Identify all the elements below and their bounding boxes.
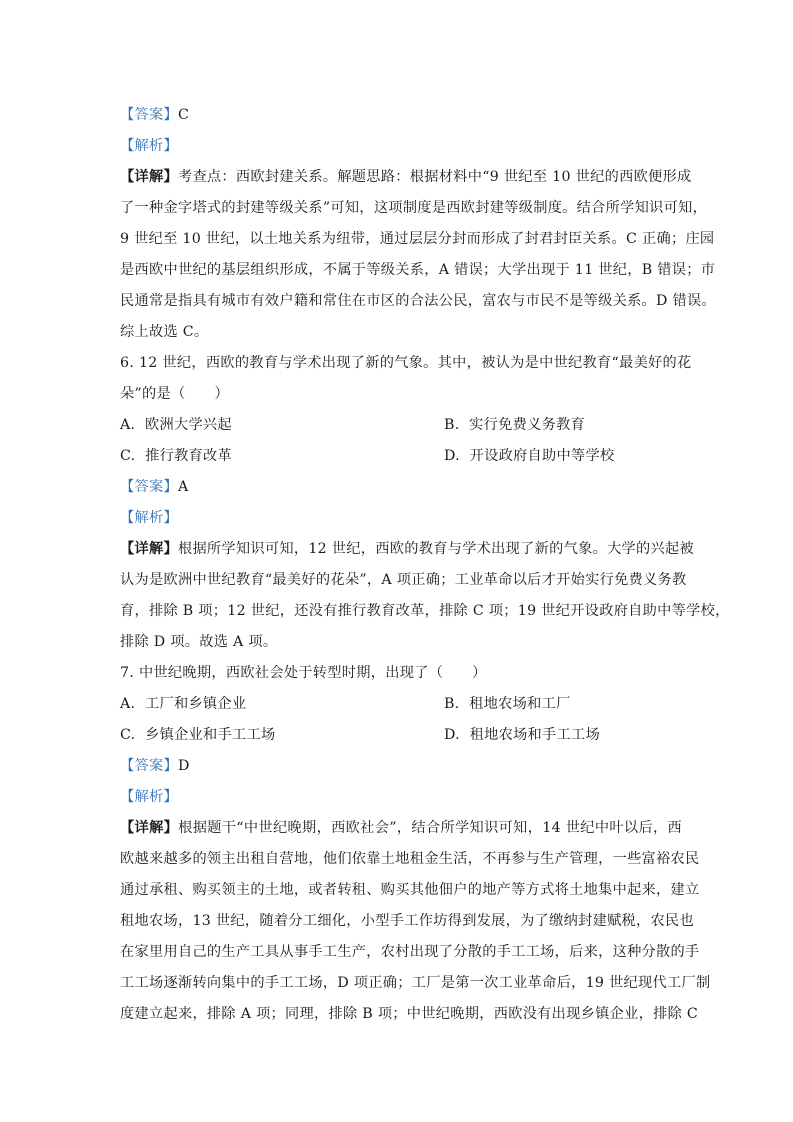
answer-line bbox=[120, 100, 682, 131]
answer-value: A bbox=[177, 479, 189, 495]
option-d: D. 租地农场和手工工场 bbox=[444, 727, 600, 743]
answer-value: D bbox=[177, 758, 190, 774]
options-row bbox=[120, 410, 682, 441]
analysis-label: 【解析】 bbox=[120, 789, 178, 805]
question-stem: 7. 中世纪晚期，西欧社会处于转型时期，出现了（ ） bbox=[120, 665, 487, 681]
option-b: B. 租地农场和工厂 bbox=[444, 696, 571, 712]
option-c: C. 推行教育改革 bbox=[120, 448, 233, 464]
detail-line: 了一种金字塔式的封建等级关系”可知，这项制度是西欧封建等级制度。结合所学知识可知， bbox=[120, 200, 708, 216]
detail-line: 工工场逐渐转向集中的手工工场，D 项正确；工厂是第一次工业革命后，19 世纪现代工厂制 bbox=[120, 975, 711, 991]
detail-line bbox=[120, 813, 682, 844]
answer-line bbox=[120, 751, 682, 782]
detail-text: 考查点：西欧封建关系。解题思路：根据材料中“9 世纪至 10 世纪的西欧便形成 bbox=[177, 169, 692, 185]
answer-line bbox=[120, 472, 682, 503]
detail-line: 是西欧中世纪的基层组织形成，不属于等级关系，A 错误；大学出现于 11 世纪，B 错误；市 bbox=[120, 262, 716, 278]
answer-label: 【答案】 bbox=[120, 479, 178, 495]
detail-line: 在家里用自己的生产工具从事手工生产，农村出现了分散的手工工场，后来，这种分散的手 bbox=[120, 944, 700, 960]
option-d: D. 开设政府自助中等学校 bbox=[444, 448, 615, 464]
detail-line: 综上故选 C。 bbox=[120, 324, 209, 340]
detail-line: 排除 D 项。故选 A 项。 bbox=[120, 634, 278, 650]
document-page bbox=[120, 100, 730, 1030]
detail-label: 【详解】 bbox=[120, 820, 179, 836]
option-c: C. 乡镇企业和手工工场 bbox=[120, 727, 276, 743]
option-a: A. 欧洲大学兴起 bbox=[120, 417, 232, 433]
detail-text: 根据题干“中世纪晚期，西欧社会”，结合所学知识可知，14 世纪中叶以后，西 bbox=[178, 820, 683, 836]
detail-label: 【详解】 bbox=[120, 169, 178, 185]
option-a: A. 工厂和乡镇企业 bbox=[120, 696, 247, 712]
analysis-label: 【解析】 bbox=[120, 510, 178, 526]
analysis-line bbox=[120, 503, 682, 534]
options-row bbox=[120, 689, 682, 720]
answer-label: 【答案】 bbox=[120, 107, 178, 123]
detail-line: 育，排除 B 项；12 世纪，还没有推行教育改革，排除 C 项；19 世纪开设政府自助中等学校， bbox=[120, 603, 730, 619]
question-stem: 朵”的是（ ） bbox=[120, 386, 229, 402]
detail-line: 度建立起来，排除 A 项；同理，排除 B 项；中世纪晚期，西欧没有出现乡镇企业，排除 C bbox=[120, 1006, 699, 1022]
detail-line: 租地农场，13 世纪，随着分工细化，小型手工作坊得到发展，为了缴纳封建赋税，农民也 bbox=[120, 913, 694, 929]
answer-value: C bbox=[177, 107, 190, 123]
detail-line: 民通常是指具有城市有效户籍和常住在市区的合法公民，富农与市民不是等级关系。D 错误。 bbox=[120, 293, 716, 309]
analysis-line bbox=[120, 131, 682, 162]
analysis-label: 【解析】 bbox=[120, 138, 178, 154]
detail-line: 9 世纪至 10 世纪，以土地关系为纽带，通过层层分封而形成了封君封臣关系。C 正确；庄园 bbox=[120, 231, 715, 247]
analysis-line bbox=[120, 782, 682, 813]
detail-label: 【详解】 bbox=[120, 541, 178, 557]
detail-line bbox=[120, 534, 694, 565]
question-stem: 6. 12 世纪，西欧的教育与学术出现了新的气象。其中，被认为是中世纪教育“最美好的花 bbox=[120, 355, 692, 371]
option-b: B. 实行免费义务教育 bbox=[444, 417, 586, 433]
answer-label: 【答案】 bbox=[120, 758, 178, 774]
detail-text: 根据所学知识可知，12 世纪，西欧的教育与学术出现了新的气象。大学的兴起被 bbox=[177, 541, 694, 557]
detail-line: 欧越来越多的领主出租自营地，他们依靠土地租金生活，不再参与生产管理，一些富裕农民 bbox=[120, 851, 700, 867]
detail-line: 认为是欧洲中世纪教育“最美好的花朵”，A 项正确；工业革命以后才开始实行免费义务教 bbox=[120, 572, 687, 588]
detail-line: 通过承租、购买领主的土地，或者转租、购买其他佃户的地产等方式将土地集中起来，建立 bbox=[120, 882, 700, 898]
options-row bbox=[120, 720, 682, 751]
detail-line bbox=[120, 162, 692, 193]
options-row bbox=[120, 441, 682, 472]
